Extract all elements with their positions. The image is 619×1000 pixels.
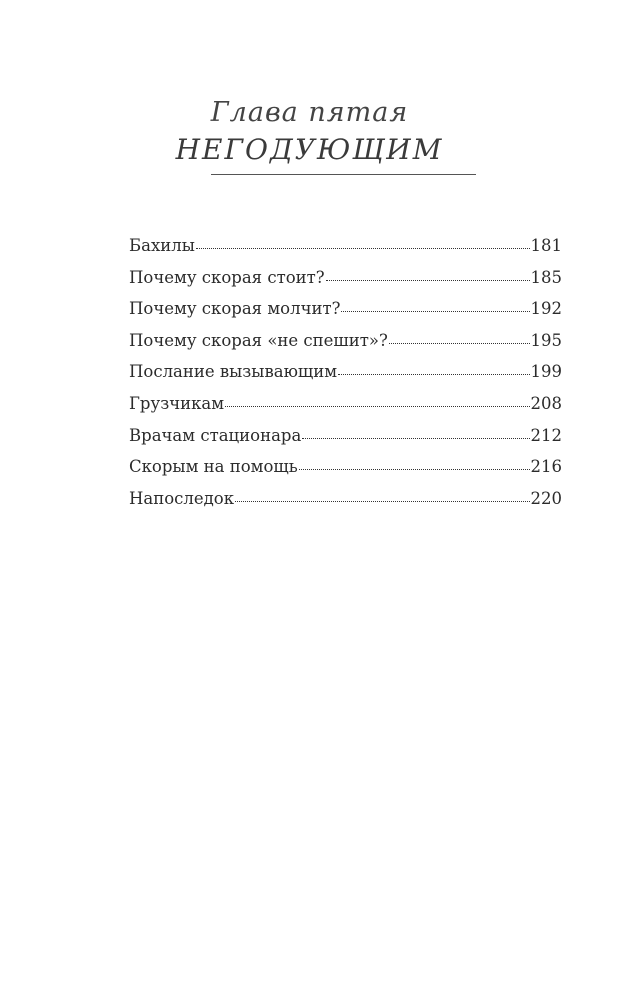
toc-entry[interactable]	[129, 331, 562, 363]
toc-entry-title: Почему скорая «не спешит»?	[129, 330, 388, 350]
toc-leader-dots	[302, 438, 529, 439]
toc-entry[interactable]	[129, 268, 562, 300]
toc-entry-page: 181	[530, 236, 562, 255]
toc-entry-page: 212	[530, 425, 562, 445]
toc-leader-dots	[196, 248, 530, 249]
table-of-contents	[129, 236, 562, 520]
toc-entry-title: Почему скорая молчит?	[129, 299, 341, 319]
chapter-heading	[0, 96, 619, 168]
toc-entry[interactable]	[129, 236, 562, 268]
toc-entry[interactable]	[129, 426, 562, 458]
toc-leader-dots	[341, 311, 529, 312]
toc-entry[interactable]	[129, 362, 562, 394]
chapter-divider	[211, 174, 476, 175]
toc-leader-dots	[225, 406, 529, 407]
toc-entry-title: Скорым на помощь	[129, 457, 298, 477]
toc-entry[interactable]	[129, 394, 562, 426]
toc-entry-title: Бахилы	[129, 236, 195, 255]
toc-leader-dots	[299, 469, 530, 470]
toc-entry-page: 216	[530, 457, 562, 477]
toc-entry-page: 199	[530, 362, 562, 382]
toc-entry-page: 220	[530, 488, 562, 508]
toc-entry-title: Напоследок	[129, 488, 235, 508]
toc-leader-dots	[326, 280, 530, 281]
toc-entry-page: 195	[530, 330, 562, 350]
chapter-label: Глава пятая	[210, 97, 409, 128]
toc-entry[interactable]	[129, 299, 562, 331]
toc-entry-page: 192	[530, 299, 562, 319]
toc-entry-page: 208	[530, 393, 562, 413]
toc-leader-dots	[235, 501, 529, 502]
toc-entry-page: 185	[530, 267, 562, 287]
toc-entry[interactable]	[129, 489, 562, 521]
toc-entry-title: Почему скорая стоит?	[129, 267, 325, 287]
toc-entry-title: Послание вызывающим	[129, 362, 338, 382]
toc-leader-dots	[389, 343, 530, 344]
chapter-title: НЕГОДУЮЩИМ	[175, 133, 444, 166]
toc-entry-title: Врачам стационара	[129, 425, 302, 445]
toc-entry[interactable]	[129, 457, 562, 489]
toc-entry-title: Грузчикам	[129, 393, 225, 413]
toc-leader-dots	[338, 374, 529, 375]
